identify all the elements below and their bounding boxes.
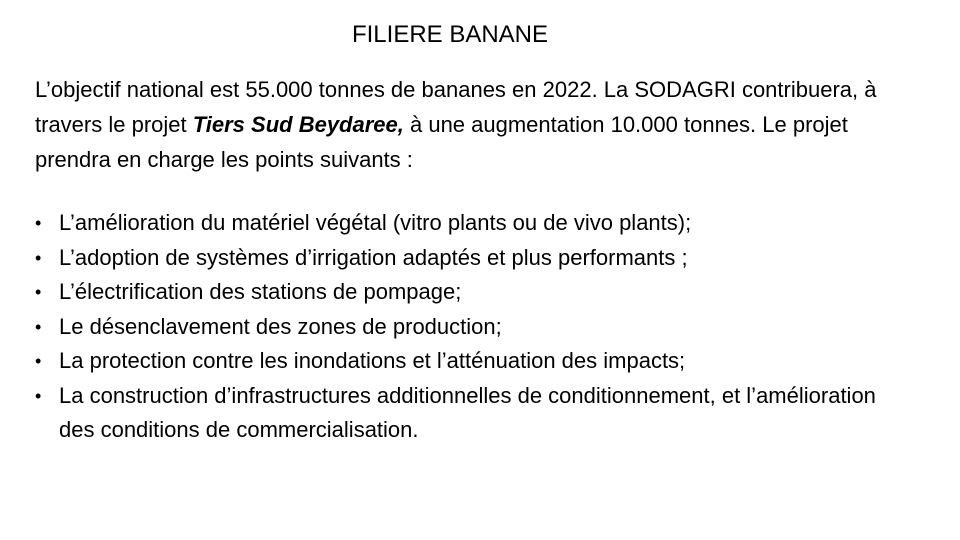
list-item-text: La protection contre les inondations et l’atténuation des impacts; bbox=[59, 348, 686, 373]
list-item bbox=[35, 310, 915, 345]
list-item bbox=[35, 275, 915, 310]
slide-title: FILIERE BANANE bbox=[351, 21, 549, 48]
list-item-text: Le désenclavement des zones de production; bbox=[59, 313, 502, 339]
project-name: Tiers Sud Beydaree, bbox=[192, 112, 404, 137]
list-item-text: L’électrification des stations de pompage; bbox=[59, 279, 462, 304]
bullet-icon: • bbox=[35, 385, 42, 406]
intro-paragraph bbox=[35, 72, 915, 177]
list-item-text: L’adoption de systèmes d’irrigation adaptés et plus performants ; bbox=[59, 244, 688, 270]
bullet-icon: • bbox=[35, 282, 42, 302]
list-item-text: L’amélioration du matériel végétal (vitro plants ou de vivo plants); bbox=[59, 210, 692, 235]
bullet-icon: • bbox=[35, 351, 42, 371]
list-item bbox=[35, 206, 915, 241]
bullet-list bbox=[35, 206, 915, 448]
list-item-text: La construction d’infrastructures additionnelles de conditionnement, et l’amélioration des conditions de commercialisation. bbox=[59, 382, 876, 442]
list-item bbox=[35, 241, 915, 276]
bullet-icon: • bbox=[35, 316, 42, 337]
intro-text-part2: à une augmentation 10.000 tonnes. Le projet prendra en charge les points suivants : bbox=[35, 112, 848, 172]
intro-text-part1: L’objectif national est 55.000 tonnes de bananes en 2022. La SODAGRI contribuera, à travers le projet bbox=[35, 77, 877, 137]
list-item bbox=[35, 379, 915, 448]
bullet-icon: • bbox=[35, 213, 42, 233]
list-item bbox=[35, 344, 915, 379]
bullet-icon: • bbox=[35, 247, 42, 268]
